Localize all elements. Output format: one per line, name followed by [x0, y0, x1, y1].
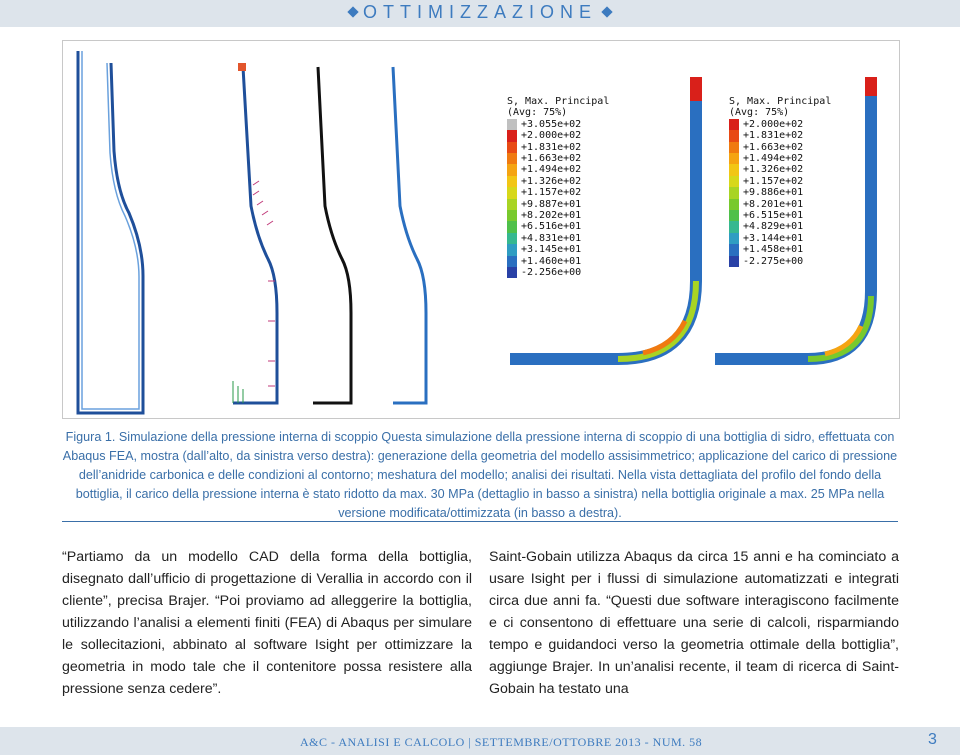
legend-swatch — [507, 153, 517, 164]
legend-value: +1.831e+02 — [743, 130, 804, 142]
figure-panel — [62, 40, 900, 419]
section-title: OTTIMIZZAZIONE — [363, 2, 597, 22]
legend-row — [729, 164, 831, 175]
legend-swatch — [507, 164, 517, 175]
legend-value: +9.887e+01 — [521, 198, 582, 210]
legend-row — [507, 119, 609, 130]
legend-swatch — [729, 176, 739, 187]
stress-legend-optimized — [729, 96, 831, 267]
legend-value: +1.831e+02 — [521, 141, 582, 153]
legend-swatch — [729, 153, 739, 164]
legend-row — [729, 130, 831, 141]
legend-swatch — [729, 210, 739, 221]
legend-value: +1.326e+02 — [743, 164, 804, 176]
legend-swatch — [507, 176, 517, 187]
legend-row — [507, 142, 609, 153]
legend-row — [729, 142, 831, 153]
legend-row — [507, 233, 609, 244]
legend-swatch — [507, 199, 517, 210]
legend-rows — [507, 119, 609, 278]
legend-swatch — [507, 221, 517, 232]
legend-value: +6.515e+01 — [743, 209, 804, 221]
legend-swatch — [729, 199, 739, 210]
bottle-mesh — [313, 67, 351, 403]
stress-legend-original — [507, 96, 609, 278]
legend-row — [729, 221, 831, 232]
legend-row — [507, 221, 609, 232]
legend-value: +3.055e+02 — [521, 118, 582, 130]
diamond-icon — [347, 6, 358, 17]
legend-row — [507, 210, 609, 221]
legend-swatch — [729, 164, 739, 175]
footer-publication: A&C - ANALISI E CALCOLO | SETTEMBRE/OTTOBRE 2013 - NUM. 58 — [300, 735, 703, 749]
page-number: 3 — [928, 731, 937, 748]
legend-value: +1.326e+02 — [521, 175, 582, 187]
legend-swatch — [507, 244, 517, 255]
legend-swatch — [507, 130, 517, 141]
legend-value: -2.256e+00 — [521, 266, 582, 278]
legend-value: +2.000e+02 — [743, 118, 804, 130]
legend-value: +1.460e+01 — [521, 255, 582, 267]
legend-swatch — [729, 256, 739, 267]
legend-swatch — [729, 142, 739, 153]
legend-swatch — [507, 119, 517, 130]
legend-row — [729, 233, 831, 244]
legend-row — [729, 119, 831, 130]
legend-value: +3.144e+01 — [743, 232, 804, 244]
legend-subtitle: (Avg: 75%) — [507, 107, 568, 119]
legend-row — [729, 199, 831, 210]
legend-value: +1.157e+02 — [521, 187, 582, 199]
legend-title: S, Max. Principal — [507, 96, 610, 107]
legend-title: S, Max. Principal — [729, 96, 832, 107]
figure-caption: Figura 1. Simulazione della pressione interna di scoppio Questa simulazione della pressione interna di scoppio di una bottiglia di sidro, effettuata con Abaqus FEA, mostra (dall’alto, da sinistra verso destra): generazione della geometria del modello assisimmetrico; applicazione del carico di pressione dell’anidride carbonica e delle condizioni al contorno; meshatura del modello; analisi dei risultati. Nella vista dettagliata del profilo del fondo della bottiglia, il carico della pressione interna è stato ridotto da max. 30 MPa (dettaglio in basso a sinistra) nella bottiglia originale a max. 25 MPa nella versione modificata/ottimizzata (in basso a destra). — [62, 430, 898, 520]
legend-row — [729, 187, 831, 198]
legend-swatch — [729, 233, 739, 244]
legend-row — [507, 244, 609, 255]
legend-swatch — [729, 119, 739, 130]
diamond-icon — [601, 6, 612, 17]
legend-row — [729, 153, 831, 164]
body-column-right: Saint-Gobain utilizza Abaqus da circa 15 anni e ha cominciato a usare Isight per i flussi di simulazione automatizzati e integrati circa due anni fa. “Questi due software interagiscono facilmente e ci consentono di effettuare una serie di calcoli, risparmiando tempo e guidandoci verso la geometria ottimale della bottiglia”, aggiunge Brajer. In un’analisi recente, il team di ricerca di Saint-Gobain ha testato una — [489, 549, 899, 697]
legend-value: +1.663e+02 — [743, 141, 804, 153]
legend-value: +4.829e+01 — [743, 221, 804, 233]
legend-value: +1.663e+02 — [521, 152, 582, 164]
legend-subtitle: (Avg: 75%) — [729, 107, 790, 119]
legend-swatch — [507, 210, 517, 221]
legend-swatch — [729, 130, 739, 141]
legend-swatch — [507, 256, 517, 267]
legend-value: +9.886e+01 — [743, 187, 804, 199]
legend-value: +3.145e+01 — [521, 244, 582, 256]
legend-value: -2.275e+00 — [743, 255, 804, 267]
legend-row — [507, 187, 609, 198]
legend-row — [507, 130, 609, 141]
section-header — [0, 2, 960, 23]
legend-row — [507, 164, 609, 175]
legend-swatch — [507, 142, 517, 153]
legend-rows — [729, 119, 831, 267]
legend-value: +1.494e+02 — [743, 152, 804, 164]
legend-swatch — [729, 187, 739, 198]
body-column-left: “Partiamo da un modello CAD della forma della bottiglia, disegnato dall’ufficio di progettazione di Verallia in accordo con il cliente”, precisa Brajer. “Poi proviamo ad alleggerire la bottiglia, utilizzando l’analisi a elementi finiti (FEA) di Abaqus per simulare le sollecitazioni, abbinato al software Isight per ottimizzare la geometria in modo tale che il contenitore possa resistere alla pressione senza cedere”. — [62, 549, 472, 697]
legend-value: +2.000e+02 — [521, 130, 582, 142]
legend-value: +4.831e+01 — [521, 232, 582, 244]
legend-swatch — [729, 244, 739, 255]
caption-divider — [62, 521, 898, 522]
legend-row — [507, 267, 609, 278]
legend-row — [507, 256, 609, 267]
legend-value: +1.157e+02 — [743, 175, 804, 187]
legend-value: +6.516e+01 — [521, 221, 582, 233]
legend-row — [507, 199, 609, 210]
legend-value: +1.494e+02 — [521, 164, 582, 176]
legend-row — [507, 153, 609, 164]
legend-value: +8.202e+01 — [521, 209, 582, 221]
bottle-model-geometry — [78, 51, 143, 413]
legend-row — [729, 256, 831, 267]
legend-swatch — [507, 233, 517, 244]
legend-row — [729, 244, 831, 255]
legend-swatch — [729, 221, 739, 232]
legend-value: +1.458e+01 — [743, 244, 804, 256]
legend-row — [507, 176, 609, 187]
legend-value: +8.201e+01 — [743, 198, 804, 210]
bottle-results — [393, 67, 426, 403]
legend-row — [729, 176, 831, 187]
legend-swatch — [507, 187, 517, 198]
bottle-load-conditions — [233, 63, 277, 403]
legend-row — [729, 210, 831, 221]
legend-swatch — [507, 267, 517, 278]
